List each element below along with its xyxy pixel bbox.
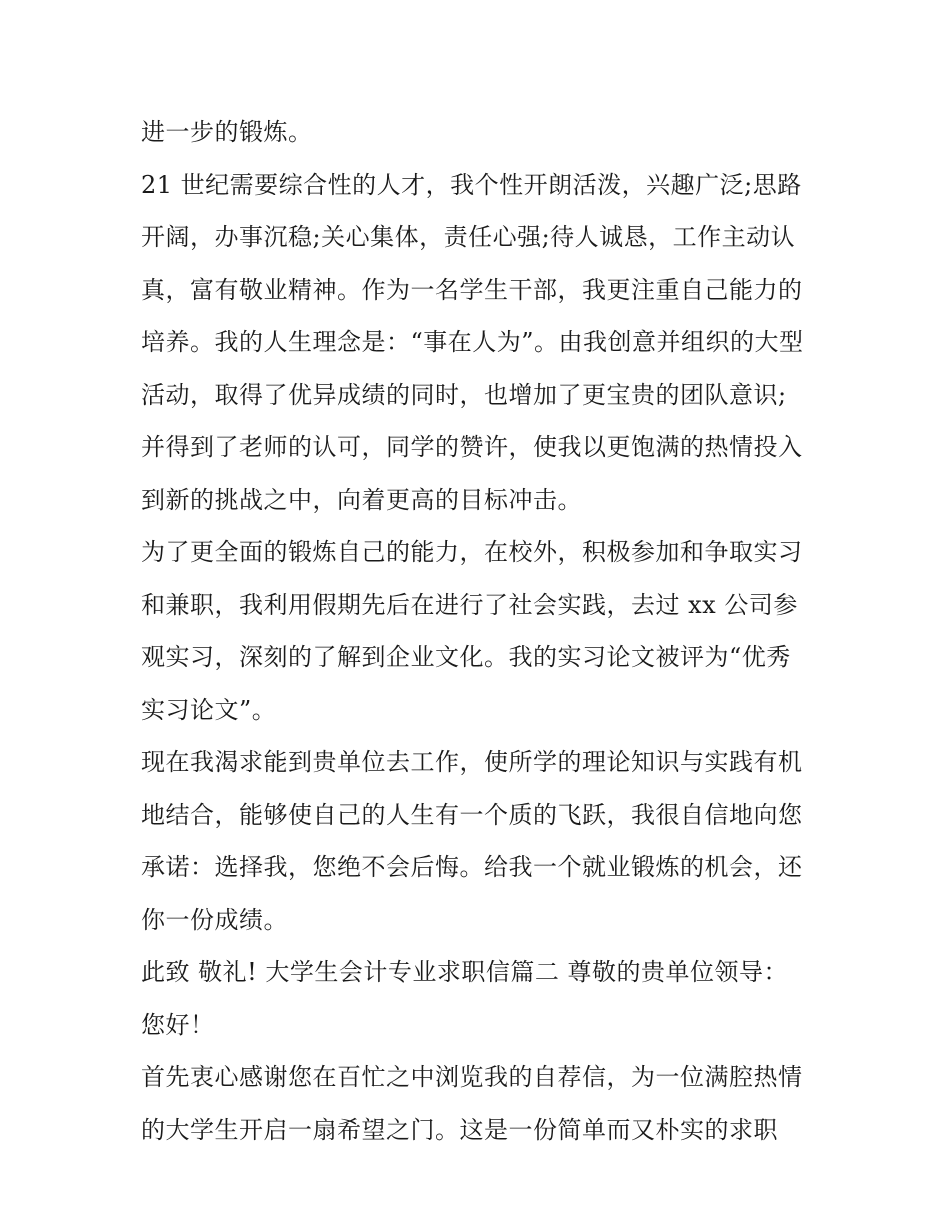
text-line: 此致 敬礼! 大学生会计专业求职信篇二 尊敬的贵单位领导： [141, 958, 789, 986]
text-line: 到新的挑战之中，向着更高的目标冲击。 [141, 485, 582, 514]
text-line: 的大学生开启一扇希望之门。这是一份简单而又朴实的求职 [141, 1115, 778, 1144]
text-line: 实习论文”。 [141, 695, 277, 724]
text-line: 观实习，深刻的了解到企业文化。我的实习论文被评为“优秀 [141, 643, 791, 671]
letter-body [141, 106, 821, 1156]
text-line: 真，富有敬业精神。作为一名学生干部，我更注重自己能力的 [141, 275, 803, 304]
text-line: 和兼职，我利用假期先后在进行了社会实践，去过 xx 公司参 [141, 590, 798, 619]
text-line: 承诺：选择我，您绝不会后悔。给我一个就业锻炼的机会，还 [141, 853, 803, 881]
text-line: 现在我渴求能到贵单位去工作，使所学的理论知识与实践有机 [141, 748, 803, 776]
text-line: 开阔，办事沉稳;关心集体，责任心强;待人诚恳，工作主动认 [141, 223, 796, 251]
text-line: 进一步的锻炼。 [141, 118, 313, 146]
text-line: 活动，取得了优异成绩的同时，也增加了更宝贵的团队意识; [141, 380, 787, 409]
text-line: 您好！ [141, 1010, 215, 1039]
text-line: 地结合，能够使自己的人生有一个质的飞跃，我很自信地向您 [141, 800, 803, 829]
text-line: 21 世纪需要综合性的人才，我个性开朗活泼，兴趣广泛;思路 [141, 170, 802, 199]
text-line: 你一份成绩。 [141, 905, 288, 934]
text-line: 培养。我的人生理念是：“事在人为”。由我创意并组织的大型 [141, 328, 804, 356]
text-line: 为了更全面的锻炼自己的能力，在校外，积极参加和争取实习 [141, 538, 803, 566]
text-line: 首先衷心感谢您在百忙之中浏览我的自荐信，为一位满腔热情 [141, 1063, 803, 1091]
text-line: 并得到了老师的认可，同学的赞许，使我以更饱满的热情投入 [141, 433, 803, 461]
